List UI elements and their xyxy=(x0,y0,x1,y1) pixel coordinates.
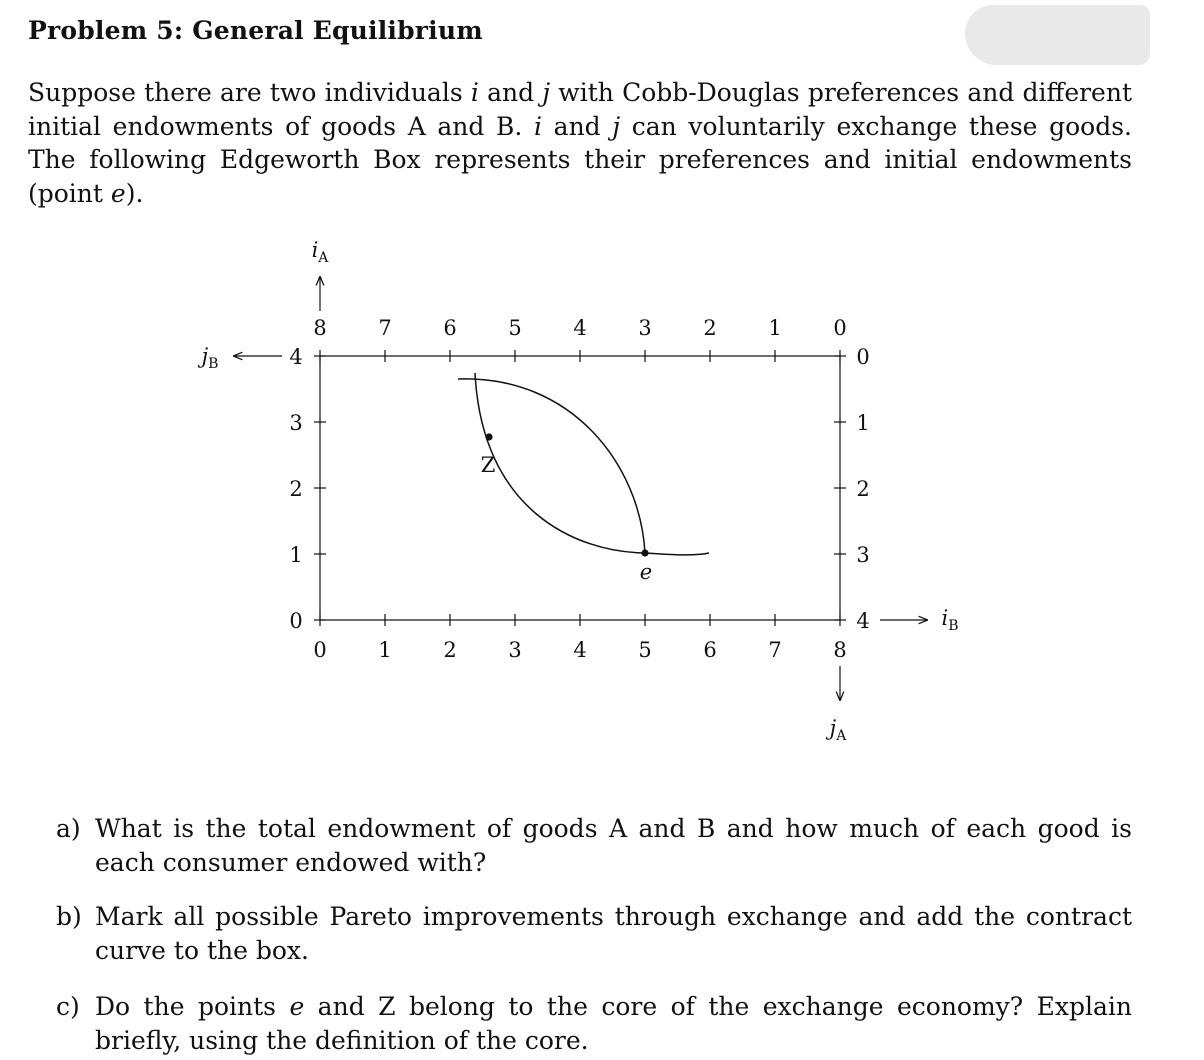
indifference-curve-j xyxy=(475,373,709,555)
question-c xyxy=(56,990,1132,1057)
right-tick-label: 2 xyxy=(856,477,870,501)
left-tick-label: 3 xyxy=(289,411,303,435)
right-tick-label: 1 xyxy=(856,411,870,435)
top-tick-label: 3 xyxy=(638,316,652,340)
point-Z-label: Z xyxy=(480,453,496,477)
bottom-tick-label: 1 xyxy=(378,638,392,662)
left-tick-label: 2 xyxy=(289,477,303,501)
left-tick-label: 0 xyxy=(289,609,303,633)
label-jB: $j_B$ xyxy=(201,344,219,372)
bottom-tick-label: 3 xyxy=(508,638,522,662)
question-a-label: a) xyxy=(56,814,81,843)
bottom-tick-label: 7 xyxy=(768,638,782,662)
question-c-text: Do the points e and Z belong to the core of the exchange economy? Explain briefly, using the definition of the core. xyxy=(95,992,1133,1055)
bottom-tick-label: 2 xyxy=(443,638,457,662)
bottom-tick-label: 4 xyxy=(573,638,587,662)
question-c-label: c) xyxy=(56,992,80,1021)
bottom-tick-label: 0 xyxy=(313,638,327,662)
left-tick-label: 1 xyxy=(289,543,303,567)
edgeworth-box-frame xyxy=(320,356,840,620)
point-e xyxy=(641,549,648,556)
bottom-tick-label: 6 xyxy=(703,638,717,662)
right-tick-label: 4 xyxy=(856,609,870,633)
right-tick-label: 3 xyxy=(856,543,870,567)
bottom-tick-label: 5 xyxy=(638,638,652,662)
top-tick-label: 7 xyxy=(378,316,392,340)
top-tick-label: 1 xyxy=(768,316,782,340)
bottom-tick-label: 8 xyxy=(833,638,847,662)
left-tick-label: 4 xyxy=(289,345,303,369)
right-tick-label: 0 xyxy=(856,345,870,369)
top-tick-label: 0 xyxy=(833,316,847,340)
intro-paragraph: Suppose there are two individuals i and j with Cobb-Douglas preferences and different initial endowments of goods A and B. i and j can voluntarily exchange these goods. The following Edgeworth Box represents their preferences and initial endowments (point e). xyxy=(28,78,1133,208)
point-e-label: e xyxy=(639,560,653,584)
label-iB: $i_B$ xyxy=(941,606,959,634)
question-b-label: b) xyxy=(56,902,82,931)
question-b xyxy=(56,900,1132,967)
top-tick-label: 4 xyxy=(573,316,587,340)
top-tick-label: 8 xyxy=(313,316,327,340)
point-Z xyxy=(485,433,492,440)
question-a xyxy=(56,812,1132,879)
label-jA: $j_A$ xyxy=(829,716,847,744)
top-tick-label: 2 xyxy=(703,316,717,340)
question-a-text: What is the total endowment of goods A and B and how much of each good is each consumer endowed with? xyxy=(95,814,1132,877)
label-iA: $i_A$ xyxy=(311,238,329,266)
edgeworth-box-diagram xyxy=(170,225,1000,765)
problem-title: Problem 5: General Equilibrium xyxy=(28,16,483,45)
top-tick-label: 5 xyxy=(508,316,522,340)
top-tick-label: 6 xyxy=(443,316,457,340)
question-b-text: Mark all possible Pareto improvements through exchange and add the contract curve to the box. xyxy=(95,902,1132,965)
redacted-region xyxy=(965,5,1150,65)
